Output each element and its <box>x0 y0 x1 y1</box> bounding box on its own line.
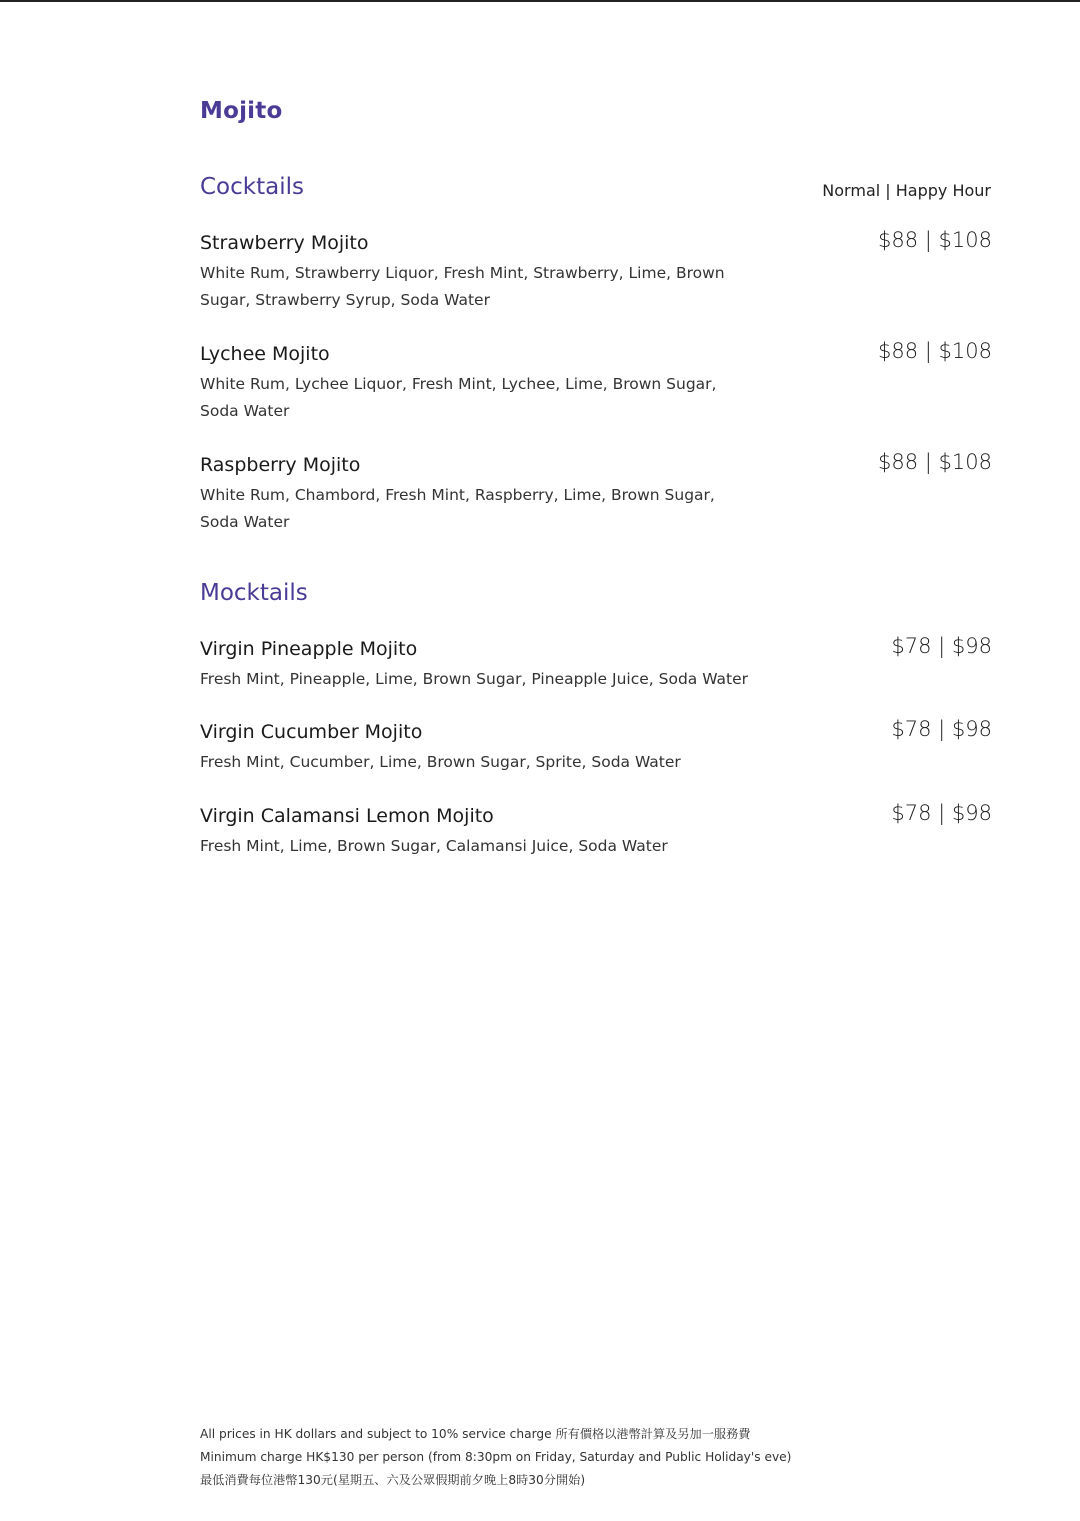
item-description: White Rum, Lychee Liquor, Fresh Mint, Lychee, Lime, Brown Sugar, Soda Water <box>200 375 717 420</box>
item-name: Virgin Pineapple Mojito <box>200 638 418 660</box>
item-description: White Rum, Strawberry Liquor, Fresh Mint, Strawberry, Lime, Brown Sugar, Strawberry Syrup, Soda Water <box>200 264 725 309</box>
menu-item <box>200 452 992 536</box>
item-price: $78 | $98 <box>891 634 992 658</box>
page-title: Mojito <box>200 98 283 124</box>
menu-item <box>200 636 992 693</box>
item-description: White Rum, Chambord, Fresh Mint, Raspberry, Lime, Brown Sugar, Soda Water <box>200 486 715 531</box>
item-description: Fresh Mint, Cucumber, Lime, Brown Sugar, Sprite, Soda Water <box>200 753 681 771</box>
footer-line-service-charge: All prices in HK dollars and subject to 10% service charge 所有價格以港幣計算及另加一服務費 <box>200 1427 751 1441</box>
section-title-mocktails: Mocktails <box>200 580 308 606</box>
menu-item <box>200 341 992 425</box>
footer-notes <box>200 1423 791 1492</box>
footer-line-minimum-charge: Minimum charge HK$130 per person (from 8:30pm on Friday, Saturday and Public Holiday's eve) <box>200 1450 792 1464</box>
item-name: Virgin Cucumber Mojito <box>200 721 423 743</box>
item-name: Lychee Mojito <box>200 343 330 365</box>
section-title-cocktails: Cocktails <box>200 174 304 200</box>
item-name: Virgin Calamansi Lemon Mojito <box>200 805 494 827</box>
item-price: $88 | $108 <box>878 339 992 363</box>
item-description: Fresh Mint, Lime, Brown Sugar, Calamansi Juice, Soda Water <box>200 837 668 855</box>
item-name: Raspberry Mojito <box>200 454 361 476</box>
item-price: $88 | $108 <box>878 228 992 252</box>
footer-line-minimum-charge-zh: 最低消費每位港幣130元(星期五、六及公眾假期前夕晚上8時30分開始) <box>200 1473 586 1487</box>
top-divider <box>0 0 1080 2</box>
item-name: Strawberry Mojito <box>200 232 369 254</box>
item-price: $78 | $98 <box>891 717 992 741</box>
item-price: $78 | $98 <box>891 801 992 825</box>
menu-item <box>200 230 992 314</box>
menu-item <box>200 719 992 776</box>
item-price: $88 | $108 <box>878 450 992 474</box>
item-description: Fresh Mint, Pineapple, Lime, Brown Sugar, Pineapple Juice, Soda Water <box>200 670 749 688</box>
menu-item <box>200 803 992 860</box>
price-column-header: Normal | Happy Hour <box>822 181 991 200</box>
